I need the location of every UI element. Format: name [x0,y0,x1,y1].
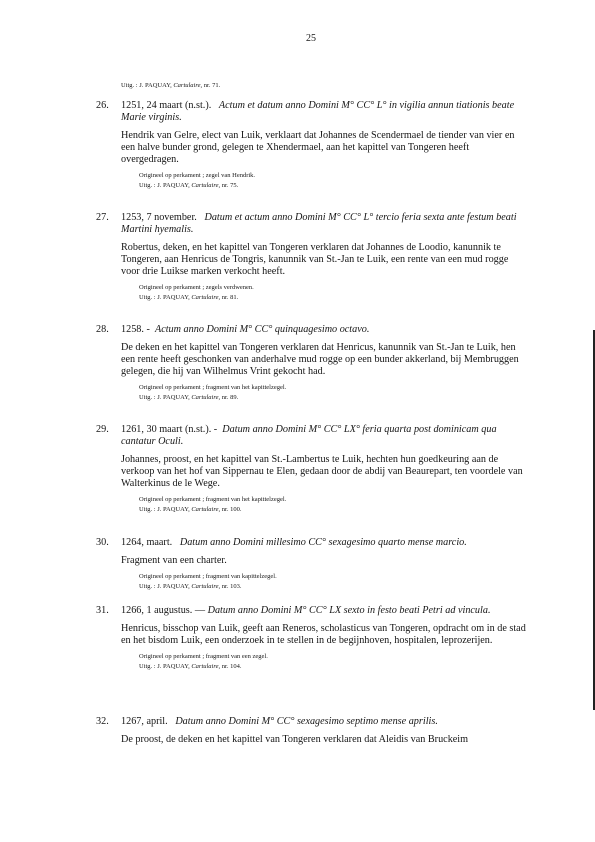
charter-entry [96,212,526,303]
edition-note [139,662,526,672]
edition-label: Uitg. : J. PAQUAY, [139,506,192,513]
entry-date: 1253, 7 november. [121,212,197,223]
original-note: Origineel op perkament ; zegels verdwenen. [139,284,254,291]
entry-heading [96,212,526,236]
edition-title: Cartulaire [191,182,219,189]
edition-label: Uitg. : J. PAQUAY, [139,294,192,301]
edition-label: Uitg. : J. PAQUAY, [139,663,192,670]
entry-heading [96,605,526,617]
entry-sources [139,283,526,303]
entry-summary: Fragment van een charter. [121,555,227,566]
edition-title: Cartulaire [173,82,201,89]
previous-edition-reference [121,82,220,89]
entry-heading [96,324,526,336]
edition-ref: , nr. 104. [218,663,242,670]
original-note: Origineel op perkament ; fragment van het kapittelzegel. [139,384,287,391]
edition-ref: , nr. 75. [218,182,239,189]
edition-ref: , nr. 71. [200,82,221,89]
edition-title: Cartulaire [191,583,219,590]
page-number: 25 [306,33,316,44]
edition-label: Uitg. : J. PAQUAY, [139,182,192,189]
entry-date: 1267, april. [121,716,168,727]
edition-label: Uitg. : J. PAQUAY, [139,583,192,590]
entry-number: 30. [96,537,109,548]
charter-entry [96,100,526,191]
entry-dating-formula: Datum anno Domini M° CC° sexagesimo septimo mense aprilis. [175,716,438,727]
edition-note [139,505,526,515]
edition-label: Uitg. : J. PAQUAY, [139,394,192,401]
entry-dating-formula: Actum et datum anno Domini M° CC° L° in vigilia annun tiationis beate Marie virginis. [121,100,515,123]
entry-heading [96,537,526,549]
entry-dating-formula: Actum anno Domini M° CC° quinquagesimo octavo. [154,324,370,335]
entry-heading [96,424,526,448]
edition-title: Cartulaire [191,663,219,670]
edition-ref: , nr. 89. [218,394,239,401]
charter-entry [96,716,526,746]
original-note: Origineel op perkament ; fragment van kapittelzegel. [139,573,277,580]
entry-number: 32. [96,716,109,727]
entry-number: 28. [96,324,109,335]
edition-title: Cartulaire [191,506,219,513]
edition-title: Cartulaire [191,394,219,401]
edition-ref: , nr. 100. [218,506,242,513]
entry-heading [96,100,526,124]
original-note: Origineel op perkament ; zegel van Hendrik. [139,172,256,179]
entry-date: 1258. - [121,324,150,335]
entry-summary: Robertus, deken, en het kapittel van Tongeren verklaren dat Johannes de Loodio, kanunnik te Tongeren, aan Henricus de Tongris, kanunnik van St.-Jan te Luik, een rente van een mud rogge voor drie Luikse marken verkocht heeft. [121,242,509,277]
entry-number: 29. [96,424,109,435]
entry-sources [139,171,526,191]
original-note: Origineel op perkament ; fragment van het kapittelzegel. [139,496,287,503]
entry-dating-formula: Datum anno Domini M° CC° LX sexto in festo beati Petri ad vincula. [207,605,491,616]
entry-summary: Hendrik van Gelre, elect van Luik, verklaart dat Johannes de Scendermael de tiender van vier en een halve bunder grond, gelegen te Xhendermael, aan het kapittel van Tongeren heeft overgedragen. [121,130,515,165]
entry-summary: De deken en het kapittel van Tongeren verklaren dat Henricus, kanunnik van St.-Jan te Luik, hen een rente heeft geschonken van anderhalve mud rogge op een bunder akkerland, bij Membruggen gelegen, die hij van Wilhelmus Vrint gekocht had. [121,342,519,377]
entry-date: 1251, 24 maart (n.st.). [121,100,212,111]
edition-ref: , nr. 81. [218,294,239,301]
edition-label: Uitg. : J. PAQUAY, [121,82,174,89]
charter-entry [96,537,526,592]
entry-number: 27. [96,212,109,223]
entry-summary: Henricus, bisschop van Luik, geeft aan Reneros, scholasticus van Tongeren, opdracht om in de stad en het bisdom Luik, een onderzoek in te stellen in de begijnhoven, hospitalen, leprozerijen. [121,623,526,646]
entry-date: 1264, maart. [121,537,173,548]
charter-entry [96,424,526,515]
original-note: Origineel op perkament ; fragment van een zegel. [139,653,268,660]
entry-heading [96,716,526,728]
entry-sources [139,652,526,672]
entry-sources [139,383,526,403]
entry-number: 31. [96,605,109,616]
entry-dating-formula: Datum anno Domini millesimo CC° sexagesimo quarto mense marcio. [179,537,467,548]
entry-sources [139,495,526,515]
edition-note [139,393,526,403]
entry-number: 26. [96,100,109,111]
entry-date: 1261, 30 maart (n.st.). - [121,424,218,435]
entry-sources [139,572,526,592]
edition-note [139,293,526,303]
entry-dating-formula: Datum anno Domini M° CC° LX° feria quarta post dominicam qua cantatur Oculi. [121,424,497,447]
entry-dating-formula: Datum et actum anno Domini M° CC° L° tercio feria sexta ante festum beati Martini hyemalis. [121,212,517,235]
entry-summary: Johannes, proost, en het kapittel van St.-Lambertus te Luik, hechten hun goedkeuring aan de verkoop van het hof van Sippernau te Elen, gedaan door de abdij van Beaurepart, ten voordele van Walterkinus de le Wege. [121,454,523,489]
edition-title: Cartulaire [191,294,219,301]
charter-entry [96,605,526,672]
edition-note [139,582,526,592]
entry-date: 1266, 1 augustus. — [121,605,206,616]
edition-ref: , nr. 103. [218,583,242,590]
edition-note [139,181,526,191]
charter-entry [96,324,526,403]
entry-summary: De proost, de deken en het kapittel van Tongeren verklaren dat Aleidis van Bruckeim [121,734,469,745]
